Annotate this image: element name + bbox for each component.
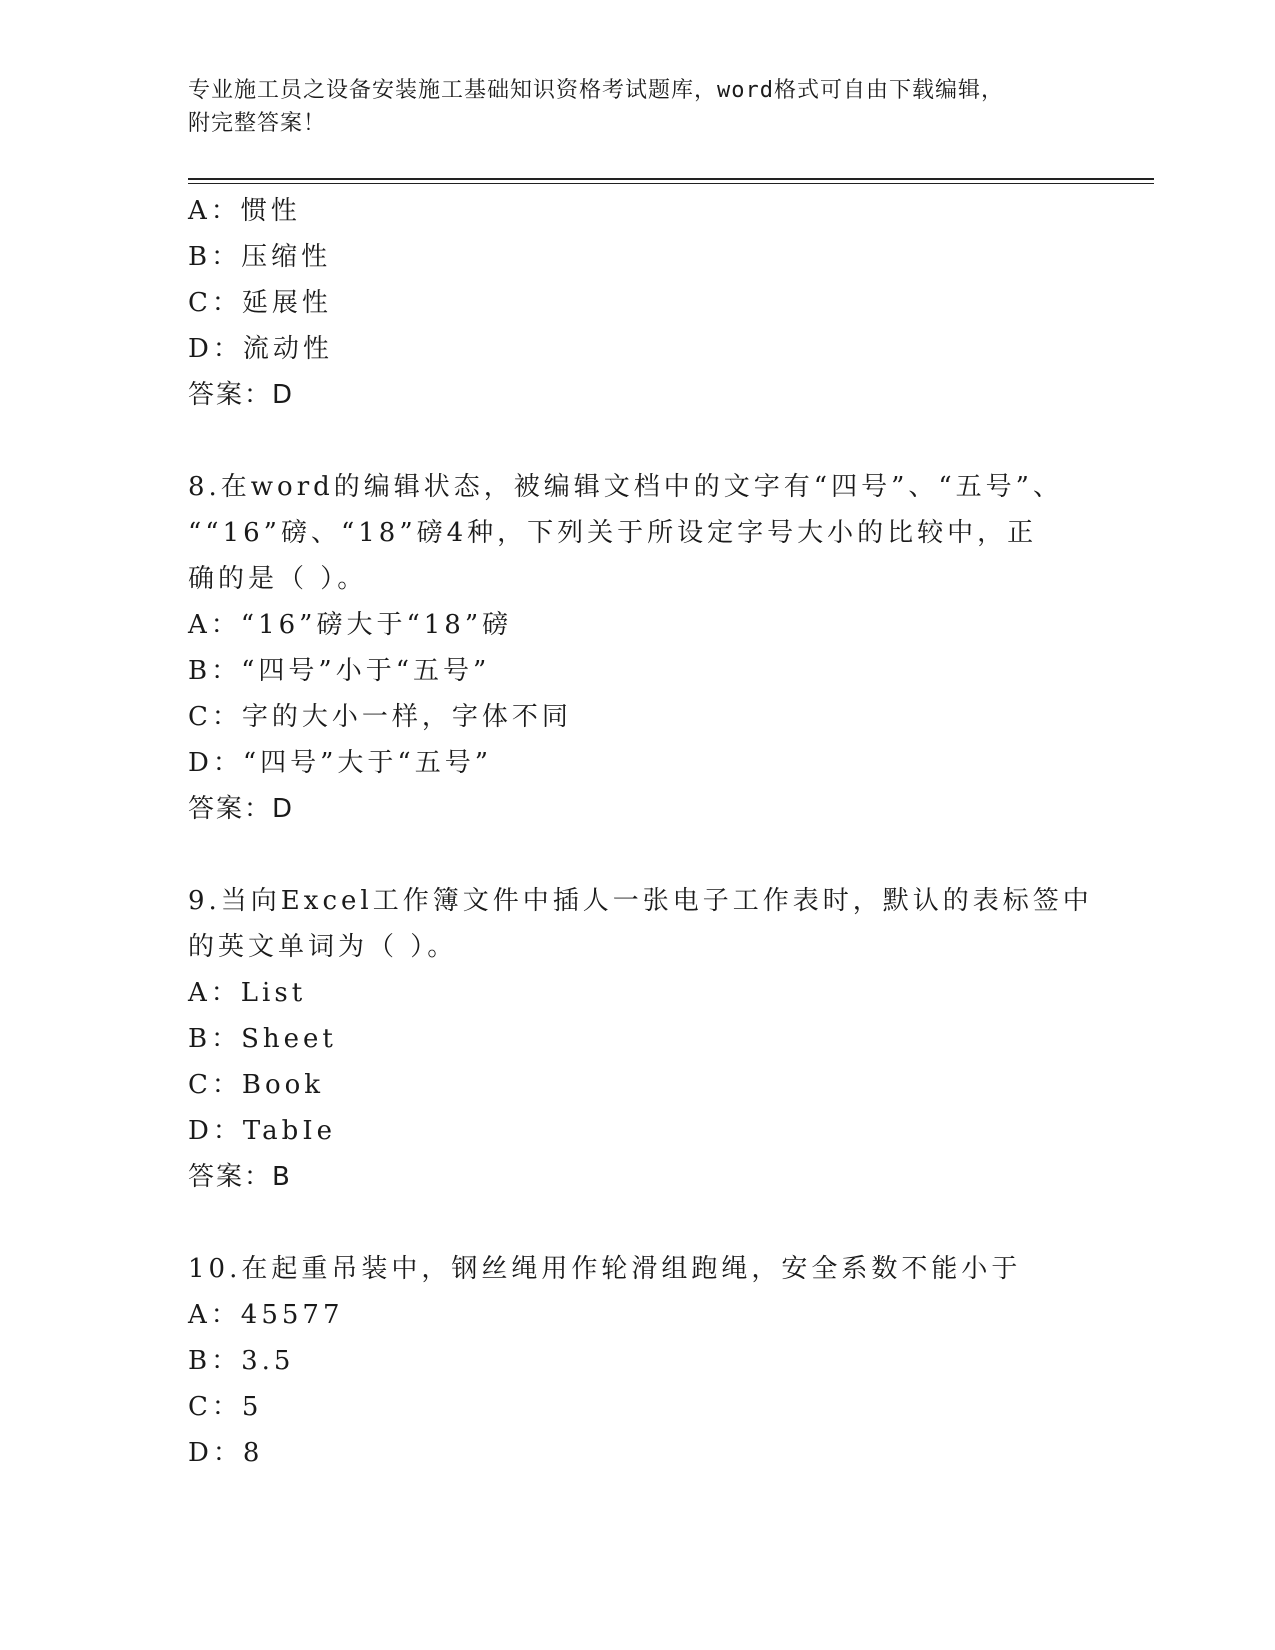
stem-line: 8.在word的编辑状态，被编辑文档中的文字有“四号”、“五号”、 <box>188 472 1063 502</box>
question-stem <box>188 1246 1068 1292</box>
header-line-2: 附完整答案！ <box>188 111 327 136</box>
header-rule-thin <box>188 183 1154 184</box>
option-a: A：惯性 <box>188 196 301 226</box>
option-b: B：3.5 <box>188 1346 295 1376</box>
option-c: C：5 <box>188 1392 263 1422</box>
stem-line: 9.当向Excel工作簿文件中插人一张电子工作表时，默认的表标签中 <box>188 886 1093 916</box>
question-content <box>188 188 1093 1476</box>
header-rule-thick <box>188 178 1154 180</box>
header-line-1: 专业施工员之设备安装施工基础知识资格考试题库，word格式可自由下载编辑， <box>188 78 1004 103</box>
stem-line: 10.在起重吊装中，钢丝绳用作轮滑组跑绳，安全系数不能小于 <box>188 1254 1022 1284</box>
option-a: A：List <box>188 978 307 1008</box>
answer-line: 答案：B <box>188 1162 292 1192</box>
question-10 <box>188 1246 1088 1476</box>
option-d: D：流动性 <box>188 334 333 364</box>
option-a: A：45577 <box>188 1300 344 1330</box>
option-d: D：TabIe <box>188 1116 336 1146</box>
question-8 <box>188 464 1088 832</box>
question-7 <box>188 188 1088 418</box>
spacer <box>188 832 1088 878</box>
stem-line: 确的是（ ）。 <box>188 564 368 594</box>
option-b: B：Sheet <box>188 1024 337 1054</box>
option-d: D：8 <box>188 1438 264 1468</box>
question-stem <box>188 464 1068 602</box>
answer-line: 答案：D <box>188 380 295 410</box>
spacer <box>188 1200 1088 1246</box>
spacer <box>188 418 1088 464</box>
option-c: C：Book <box>188 1070 325 1100</box>
question-9 <box>188 878 1093 1200</box>
stem-line: ““16”磅、“18”磅4种，下列关于所设定字号大小的比较中，正 <box>188 518 1038 548</box>
question-stem <box>188 878 1093 970</box>
stem-line: 的英文单词为（ ）。 <box>188 932 458 962</box>
option-d: D：“四号”大于“五号” <box>188 748 493 778</box>
option-b: B：压缩性 <box>188 242 332 272</box>
answer-line: 答案：D <box>188 794 295 824</box>
option-b: B：“四号”小于“五号” <box>188 656 491 686</box>
option-c: C：延展性 <box>188 288 332 318</box>
option-c: C：字的大小一样，字体不同 <box>188 702 572 732</box>
document-header <box>188 74 1068 140</box>
option-a: A：“16”磅大于“18”磅 <box>188 610 513 640</box>
